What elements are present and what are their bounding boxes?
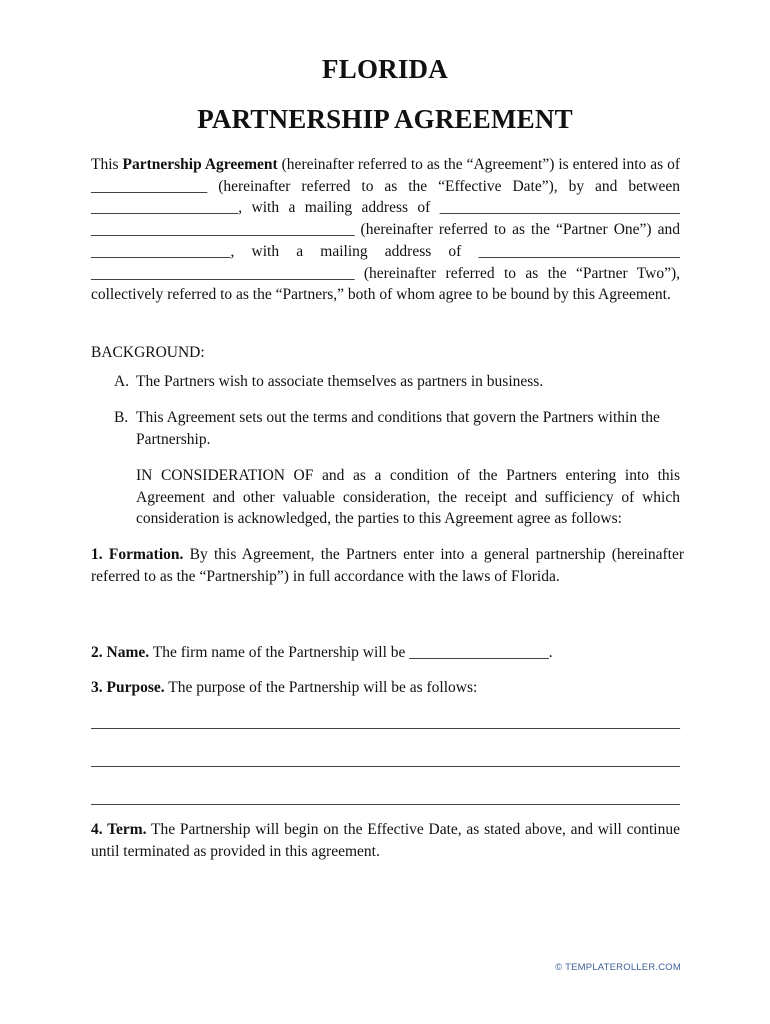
section-purpose	[91, 677, 684, 699]
section-text: The Partnership will begin on the Effective Date, as stated above, and will continue until terminated as provided in this agreement.	[91, 821, 680, 860]
intro-bold-term: Partnership Agreement	[122, 156, 278, 173]
section-text: The purpose of the Partnership will be as follows:	[164, 679, 478, 696]
section-name	[91, 642, 684, 664]
intro-text-start: This	[91, 156, 123, 173]
background-item-b	[114, 407, 684, 450]
section-text: By this Agreement, the Partners enter into a general partnership (hereinafter referred to as the “Partnership”) in full accordance with the laws of Florida.	[91, 546, 684, 585]
footer-credit[interactable]: © TEMPLATEROLLER.COM	[555, 962, 681, 973]
item-letter: A.	[114, 373, 130, 390]
intro-paragraph	[91, 154, 680, 306]
intro-text-rest: (hereinafter referred to as the “Agreement”) is entered into as of _______________ (hereinafter referred to as the “Effective Date”), by and between ___________________, with a mailing address of _______________________________ __________________________________ (hereinafter referred to as the “Partner One”) and __________________, with a mailing address of __________________________ __________________________________ (hereinafter referred to as the “Partner Two”), collectively referred to as the “Partners,” both of whom agree to be bound by this Agreement.	[91, 156, 680, 304]
section-heading: 4. Term.	[91, 821, 147, 838]
section-heading: 1. Formation.	[91, 546, 184, 563]
section-term	[91, 819, 680, 862]
purpose-blank-line-3: ____________________________________________________________________________	[91, 790, 680, 807]
purpose-blank-line-1: ____________________________________________________________________________	[91, 714, 680, 731]
section-heading: 2. Name.	[91, 644, 150, 661]
consideration-paragraph: IN CONSIDERATION OF and as a condition of the Partners entering into this Agreement and other valuable consideration, the receipt and sufficiency of which consideration is acknowledged, the parties to this Agreement agree as follows:	[136, 467, 680, 528]
item-letter: B.	[114, 409, 129, 426]
section-formation	[91, 544, 684, 587]
background-heading: BACKGROUND:	[91, 344, 205, 361]
document-title: PARTNERSHIP AGREEMENT	[197, 104, 573, 134]
purpose-blank-line-2: ____________________________________________________________________________	[91, 752, 680, 769]
section-heading: 3. Purpose.	[91, 679, 165, 696]
background-item-a	[114, 371, 684, 393]
item-text: This Agreement sets out the terms and conditions that govern the Partners within the Partnership.	[136, 409, 660, 448]
item-text: The Partners wish to associate themselves as partners in business.	[136, 373, 544, 390]
document-title-state: FLORIDA	[322, 54, 448, 84]
section-text: The firm name of the Partnership will be __________________.	[149, 644, 553, 661]
